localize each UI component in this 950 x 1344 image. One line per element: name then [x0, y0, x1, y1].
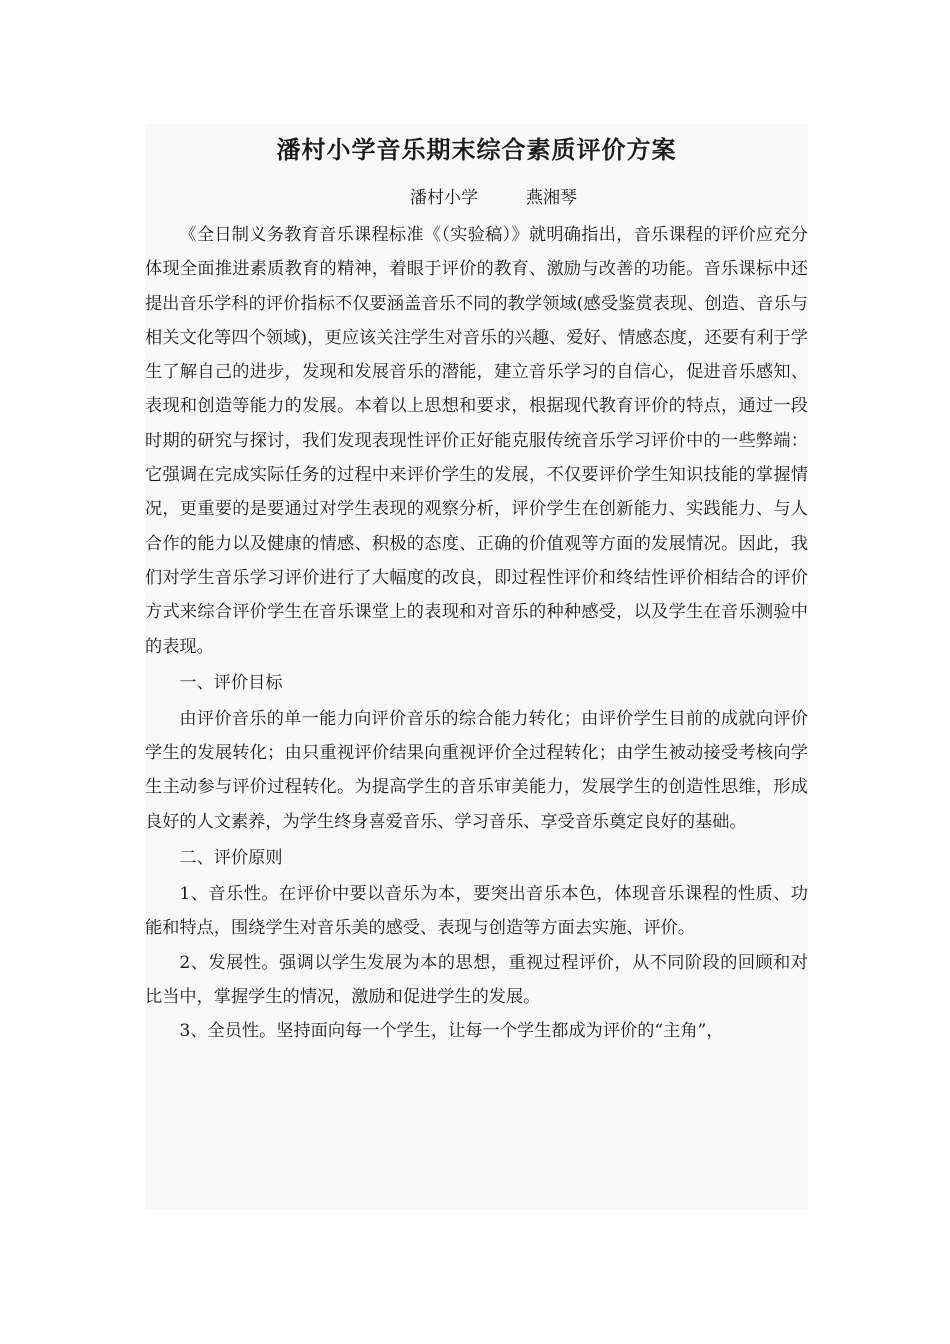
- school-name: 潘村小学: [410, 188, 478, 208]
- goals-paragraph: 由评价音乐的单一能力向评价音乐的综合能力转化；由评价学生目前的成就向评价学生的发展转化；由只重视评价结果向重视评价全过程转化；由学生被动接受考核向学生主动参与评价过程转化。为提高学生的音乐审美能力，发展学生的创造性思维，形成良好的人文素养，为学生终身喜爱音乐、学习音乐、享受音乐奠定良好的基础。: [145, 708, 808, 832]
- author-name: 燕湘琴: [526, 188, 577, 208]
- document-content: [145, 124, 808, 1049]
- section-heading-goals: 一、评价目标: [179, 672, 283, 693]
- principle-musicality: 1、音乐性。在评价中要以音乐为本，要突出音乐本色，体现音乐课程的性质、功能和特点，围绕学生对音乐美的感受、表现与创造等方面去实施、评价。: [145, 884, 808, 939]
- byline: [145, 178, 808, 218]
- intro-paragraph: 《全日制义务教育音乐课程标准《（实验稿）》就明确指出，音乐课程的评价应充分体现全面推进素质教育的精神，着眼于评价的教育、激励与改善的功能。音乐课标中还提出音乐学科的评价指标不仅要涵盖音乐不同的教学领域(感受鉴赏表现、创造、音乐与相关文化等四个领域)，更应该关注学生对音乐的兴趣、爱好、情感态度，还要有利于学生了解自己的进步，发现和发展音乐的潜能，建立音乐学习的自信心，促进音乐感知、表现和创造等能力的发展。本着以上思想和要求，根据现代教育评价的特点，通过一段时期的研究与探讨，我们发现表现性评价正好能克服传统音乐学习评价中的一些弊端：它强调在完成实际任务的过程中来评价学生的发展，不仅要评价学生知识技能的掌握情况，更重要的是要通过对学生表现的观察分析，评价学生在创新能力、实践能力、与人合作的能力以及健康的情感、积极的态度、正确的价值观等方面的发展情况。因此，我们对学生音乐学习评价进行了大幅度的改良，即过程性评价和终结性评价相结合的评价方式来综合评价学生在音乐课堂上的表现和对音乐的种种感受，以及学生在音乐测验中的表现。: [145, 225, 808, 657]
- section-heading-principles: 二、评价原则: [179, 848, 283, 869]
- principle-development: 2、发展性。强调以学生发展为本的思想，重视过程评价，从不同阶段的回顾和对比当中，掌握学生的情况，激励和促进学生的发展。: [145, 952, 808, 1007]
- principle-inclusiveness: 3、全员性。坚持面向每一个学生，让每一个学生都成为评价的“主角”，: [179, 1021, 724, 1042]
- document-title: 潘村小学音乐期末综合素质评价方案: [276, 135, 677, 164]
